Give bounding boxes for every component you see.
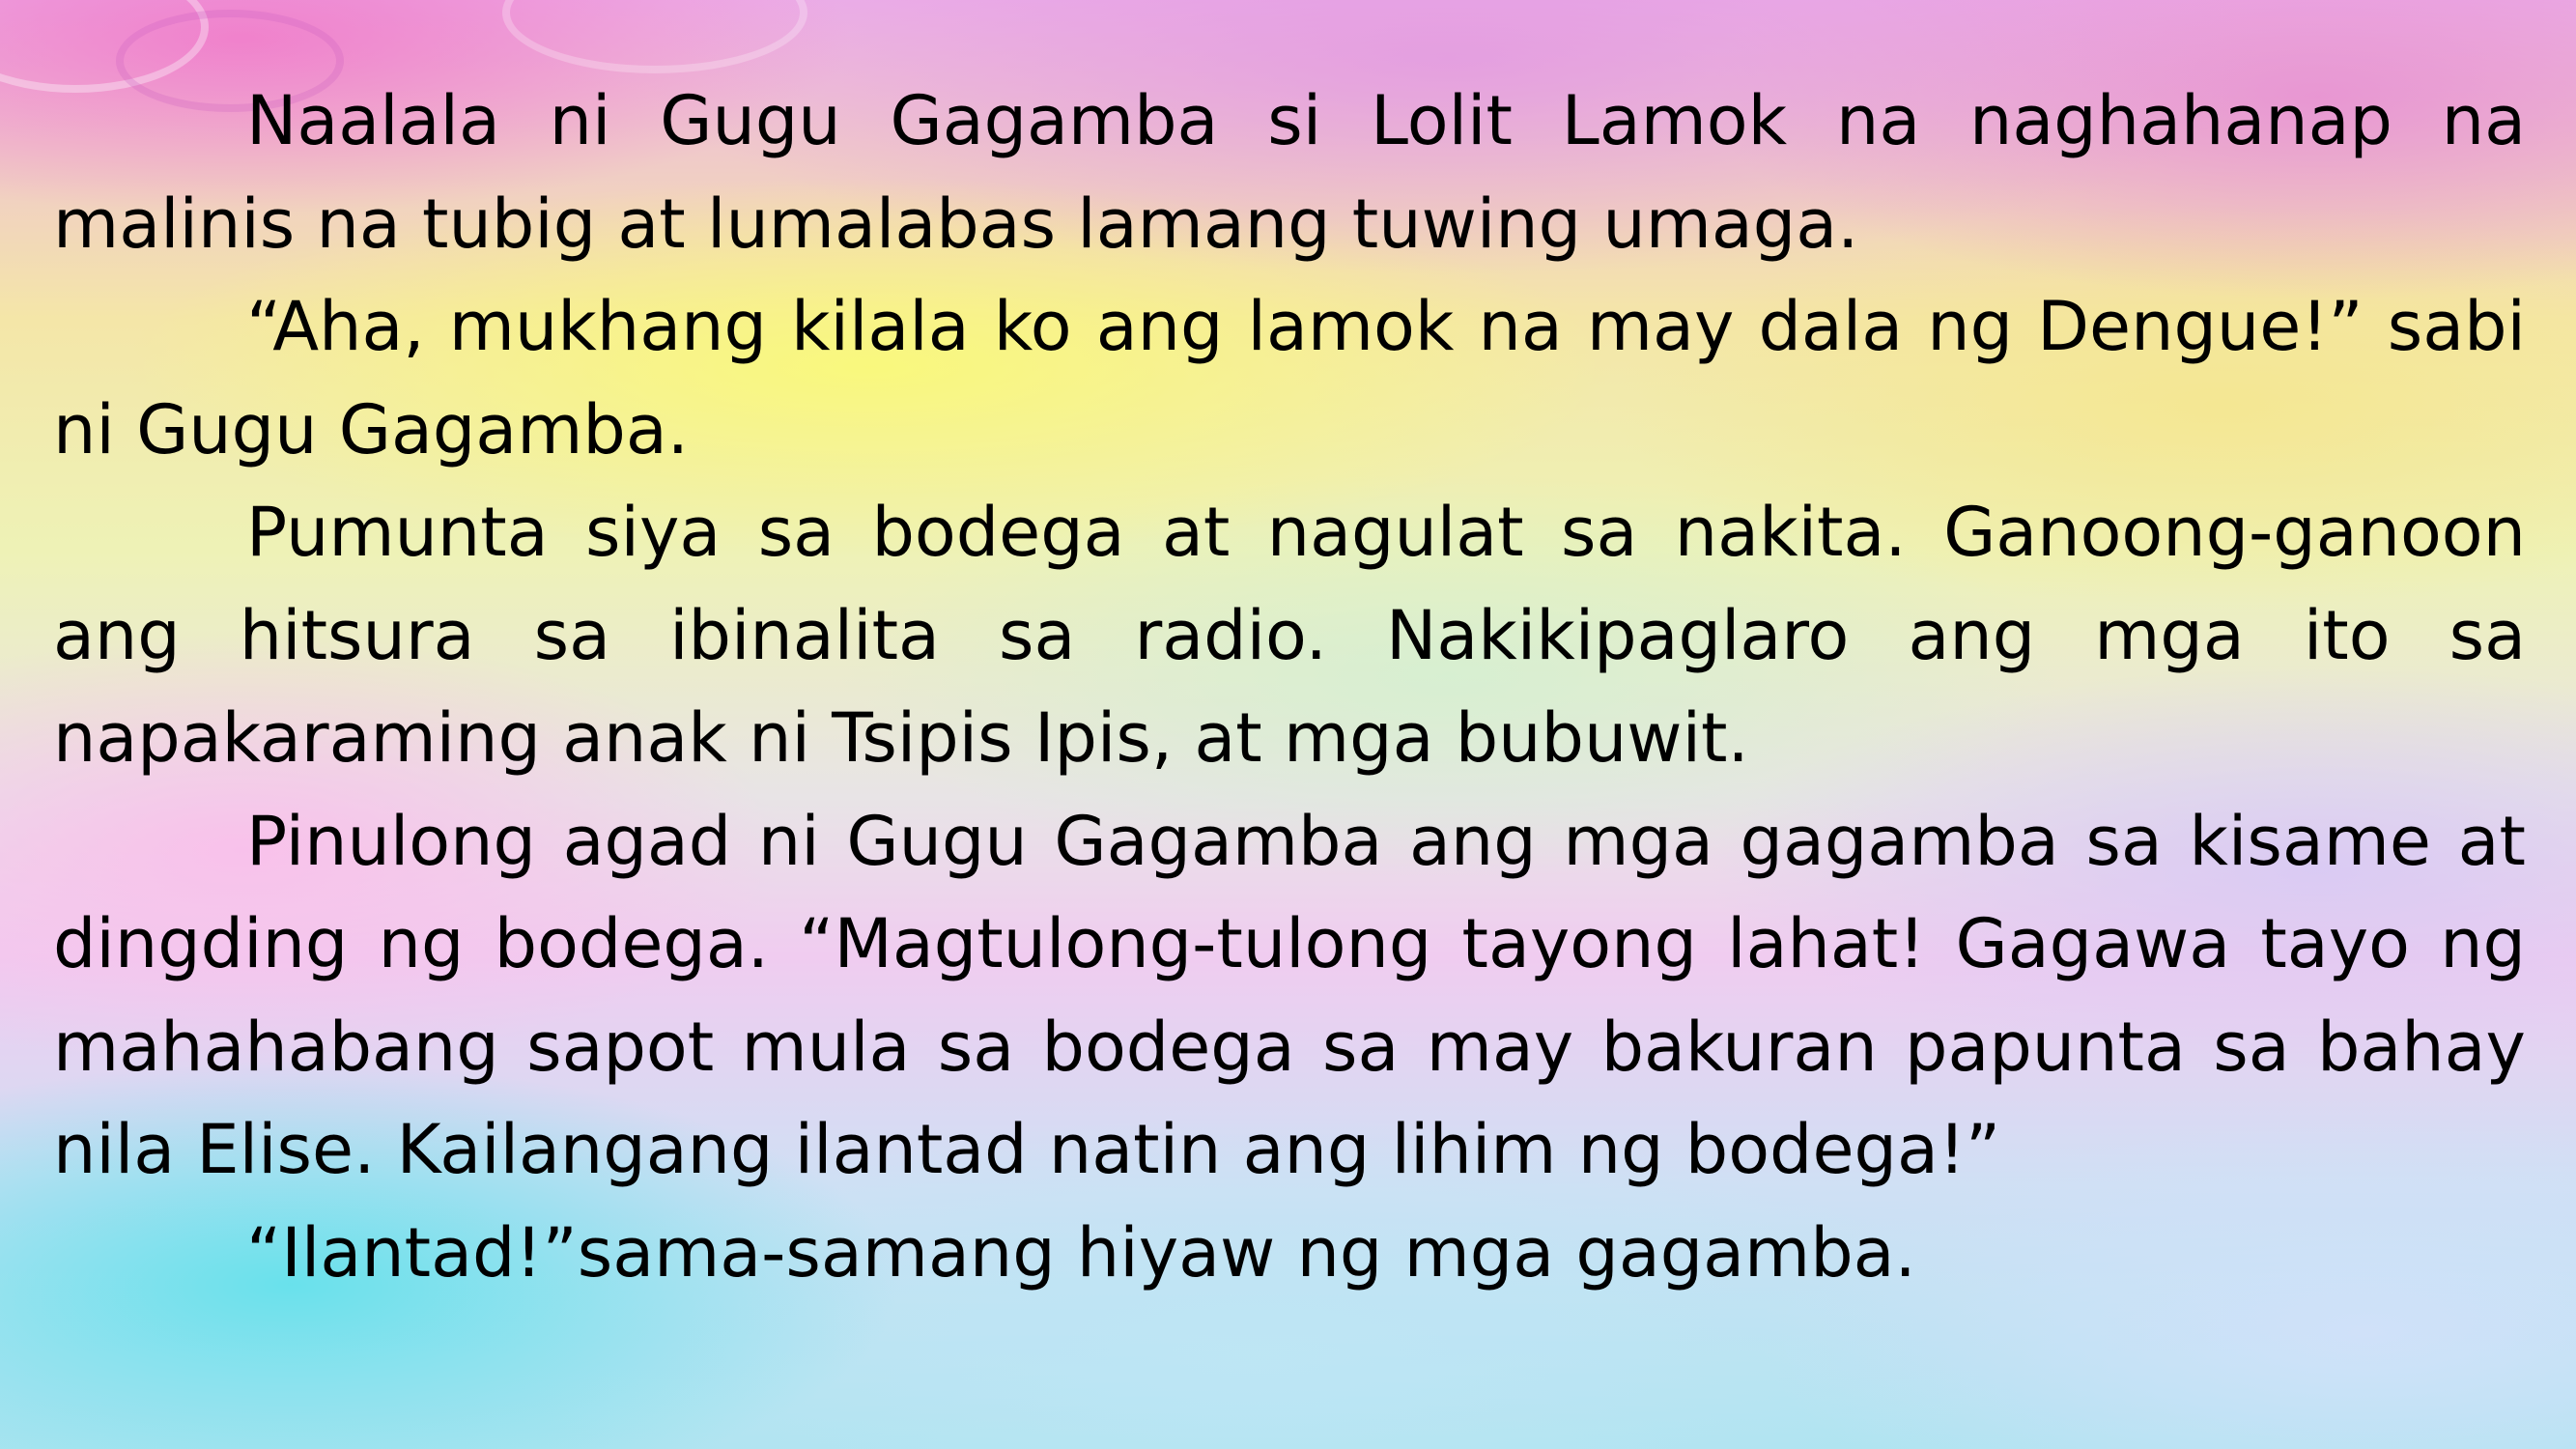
paragraph-4: Pinulong agad ni Gugu Gagamba ang mga gagamba sa kisame at dingding ng bodega. “Magtulong-tulong tayong lahat! Gagawa tayo ng mahahabang sapot mula sa bodega sa may bakuran papunta sa bahay nila Elise. Kailangang ilantad natin ang lihim ng bodega!”	[53, 801, 2526, 1189]
paragraph-3: Pumunta siya sa bodega at nagulat sa nakita. Ganoong-ganoon ang hitsura sa ibinalita sa radio. Nakikipaglaro ang mga ito sa napakaraming anak ni Tsipis Ipis, at mga bubuwit.	[53, 493, 2526, 778]
paragraph-5: “Ilantad!”sama-samang hiyaw ng mga gagamba.	[246, 1212, 1916, 1293]
paragraph-2: “Aha, mukhang kilala ko ang lamok na may dala ng Dengue!” sabi ni Gugu Gagamba.	[53, 287, 2526, 469]
paragraph-1: Naalala ni Gugu Gagamba si Lolit Lamok na naghahanap na malinis na tubig at lumalabas lamang tuwing umaga.	[53, 81, 2526, 264]
story-text	[53, 70, 2526, 1304]
background-swirl	[502, 0, 807, 73]
